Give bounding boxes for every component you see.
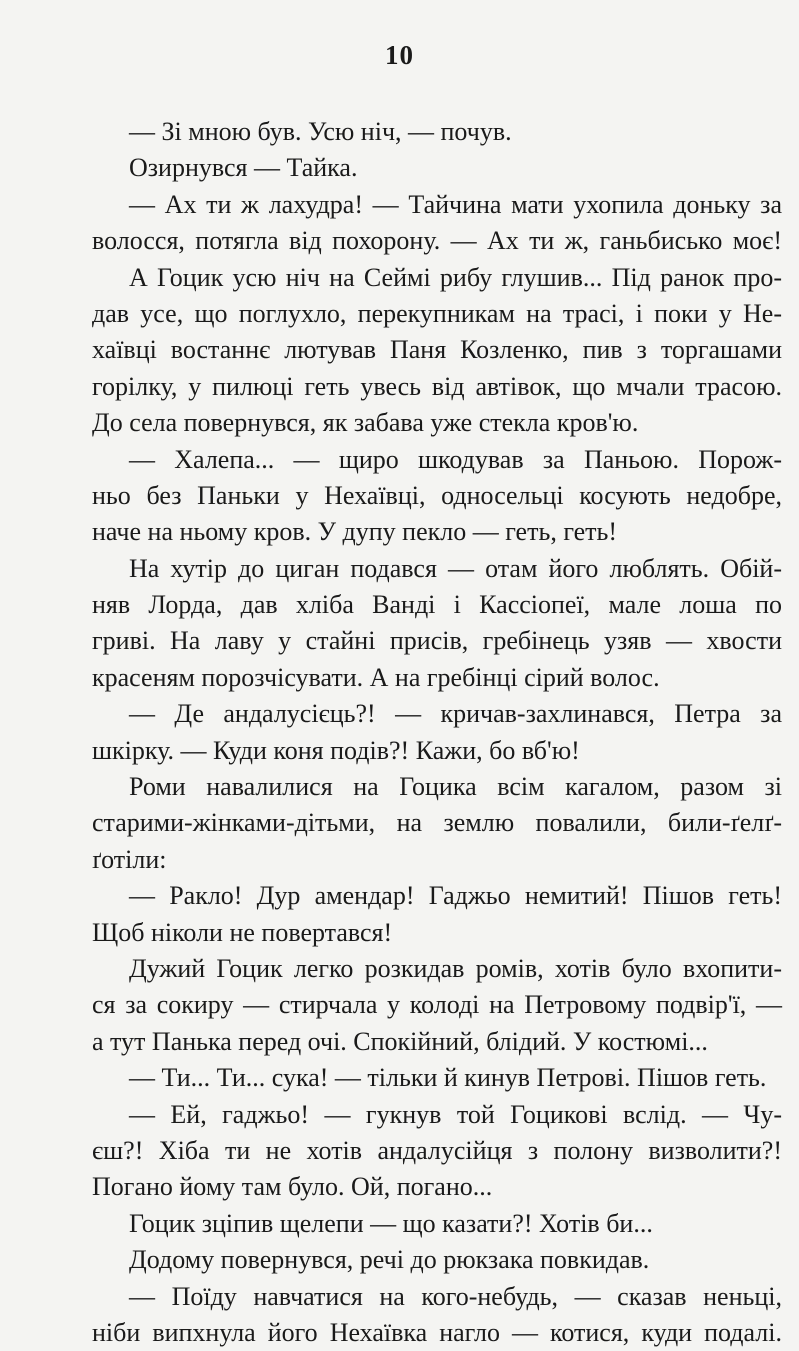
text-line: а тут Панька перед очі. Спокійний, блідий. У костюмі... xyxy=(92,1026,708,1056)
text-line: Погано йому там було. Ой, погано... xyxy=(92,1172,493,1202)
text-line: ньо без Паньки у Нехаївці, односельці косують недобре, xyxy=(92,480,782,510)
text-line: Гоцик зціпив щелепи — що казати?! Хотів би... xyxy=(129,1208,653,1238)
text-line: Дужий Гоцик легко розкидав ромів, хотів було вхопити- xyxy=(129,953,782,983)
text-line: — Ракло! Дур амендар! Гаджьо немитий! Пішов геть! xyxy=(129,881,782,911)
text-line: Додому повернувся, речі до рюкзака повкидав. xyxy=(129,1245,650,1275)
text-line: — Поїду навчатися на кого-небудь, — сказав неньці, xyxy=(129,1281,782,1311)
text-line: гриві. На лаву у стайні присів, гребінець узяв — хвости xyxy=(92,626,782,656)
text-line: А Гоцик усю ніч на Сеймі рибу глушив... Під ранок про- xyxy=(129,262,782,292)
text-line: ніби випхнула його Нехаївка нагло — котися, куди подалі. xyxy=(92,1317,782,1347)
text-line: Щоб ніколи не повертався! xyxy=(92,917,393,947)
text-line: — Ах ти ж лахудра! — Тайчина мати ухопила доньку за xyxy=(129,189,782,219)
text-line: няв Лорда, дав хліба Ванді і Кассіопеї, мале лоша по xyxy=(92,590,782,620)
text-line: Роми навалилися на Гоцика всім кагалом, разом зі xyxy=(129,772,782,802)
page-number: 10 xyxy=(385,40,414,70)
text-line: ґотіли: xyxy=(92,844,167,874)
text-line: волосся, потягла від похорону. — Ах ти ж, ганьбисько моє! xyxy=(92,226,782,256)
text-line: — Де андалусієць?! — кричав-захлинався, Петра за xyxy=(129,699,782,729)
text-line: наче на ньому кров. У дупу пекло — геть, геть! xyxy=(92,517,618,547)
text-line: — Зі мною був. Усю ніч, — почув. xyxy=(129,117,512,146)
text-line: горілку, у пилюці геть увесь від автівок, що мчали трасою. xyxy=(92,371,782,401)
text-line: ся за сокиру — стирчала у колоді на Петровому подвір'ї, — xyxy=(92,990,782,1020)
text-line: До села повернувся, як забава уже стекла кров'ю. xyxy=(92,408,639,438)
text-line: — Ти... Ти... сука! — тільки й кинув Петрові. Пішов геть. xyxy=(129,1063,767,1093)
text-line: дав усе, що поглухло, перекупникам на трасі, і поки у Не- xyxy=(92,298,782,328)
text-line: старими-жінками-дітьми, на землю повалили, били-ґелґ- xyxy=(92,808,782,838)
text-line: хаївці востаннє лютував Паня Козленко, пив з торгашами xyxy=(92,335,782,365)
text-line: — Халепа... — щиро шкодував за Паньою. Порож- xyxy=(129,444,782,474)
text-line: — Ей, гаджьо! — гукнув той Гоцикові вслід. — Чу- xyxy=(129,1099,782,1129)
text-line: єш?! Хіба ти не хотів андалусійця з полону визволити?! xyxy=(92,1135,782,1165)
text-line: шкірку. — Куди коня подів?! Кажи, бо вб'ю! xyxy=(92,735,580,765)
text-line: красеням порозчісувати. А на гребінці сірий волос. xyxy=(92,662,660,692)
page-body-text xyxy=(92,114,782,1351)
text-line: На хутір до циган подався — отам його люблять. Обій- xyxy=(129,553,782,583)
text-line: Озирнувся — Тайка. xyxy=(129,153,358,183)
